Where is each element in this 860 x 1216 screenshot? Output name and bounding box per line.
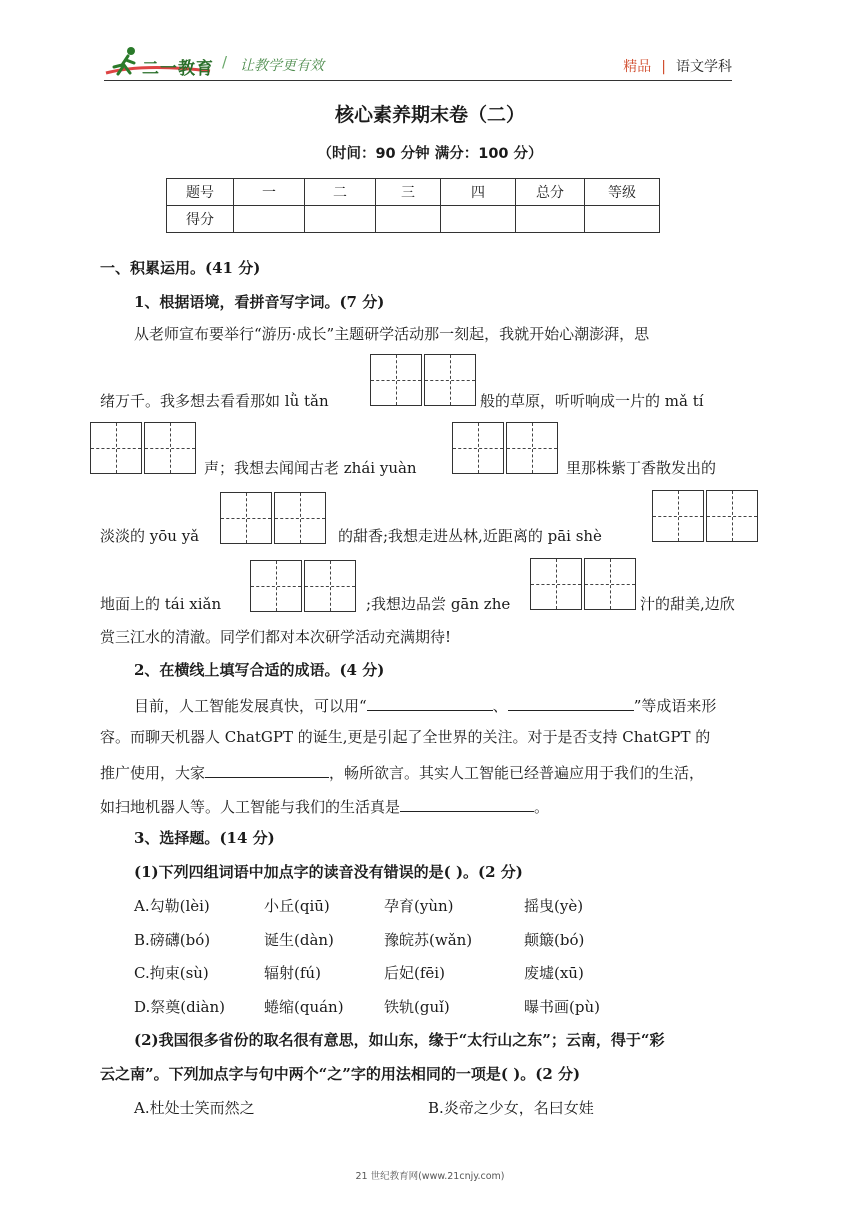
pinyin-grid-cell[interactable] bbox=[274, 492, 326, 544]
text-segment: 目前，人工智能发展真快，可以用“ bbox=[134, 697, 367, 715]
score-table bbox=[166, 178, 660, 233]
table-cell: 得分 bbox=[167, 206, 234, 233]
table-cell: 三 bbox=[376, 179, 441, 206]
passage-line: 从老师宣布要举行“游历·成长”主题研学活动那一刻起，我就开始心潮澎湃，思 bbox=[134, 325, 650, 343]
pinyin-grid-cell[interactable] bbox=[144, 422, 196, 474]
passage-line: 里那株紫丁香散发出的 bbox=[566, 459, 717, 477]
subquestion: 云之南”。下列加点字与句中两个“之”字的用法相同的一项是( )。(2 分) bbox=[100, 1065, 581, 1083]
divider-slash: / bbox=[222, 53, 228, 71]
table-row bbox=[167, 206, 660, 233]
pinyin-grid-cell[interactable] bbox=[220, 492, 272, 544]
pinyin-grid-cell[interactable] bbox=[506, 422, 558, 474]
quality-label: 精品 bbox=[623, 59, 652, 75]
passage-line: 汁的甜美,边欣 bbox=[640, 595, 735, 613]
subquestion: (1)下列四组词语中加点字的读音没有错误的是( )。(2 分) bbox=[134, 863, 523, 881]
option-word: 诞生(dàn) bbox=[264, 930, 334, 949]
pinyin-grid-cell[interactable] bbox=[424, 354, 476, 406]
table-cell[interactable] bbox=[585, 206, 660, 233]
pinyin-grid-cell[interactable] bbox=[90, 422, 142, 474]
slogan: 让教学更有效 bbox=[240, 58, 324, 74]
text-segment: ，畅所欲言。其实人工智能已经普遍应用于我们的生活， bbox=[329, 764, 705, 782]
page-header bbox=[0, 0, 860, 90]
question-title: 3、选择题。(14 分) bbox=[134, 829, 275, 847]
table-cell: 四 bbox=[441, 179, 516, 206]
table-row bbox=[167, 179, 660, 206]
question-title: 2、在横线上填写合适的成语。(4 分) bbox=[134, 661, 385, 679]
pinyin-grid-cell[interactable] bbox=[584, 558, 636, 610]
exam-meta: （时间：90 分钟 满分：100 分） bbox=[317, 146, 543, 162]
passage-line bbox=[100, 761, 860, 783]
pinyin-grid-cell[interactable] bbox=[370, 354, 422, 406]
option-word: 辐射(fú) bbox=[264, 964, 321, 982]
table-cell[interactable] bbox=[376, 206, 441, 233]
passage-line: 绪万千。我多想去看看那如 lǜ tǎn bbox=[100, 392, 329, 410]
passage-line: 声；我想去闻闻古老 zhái yuàn bbox=[204, 459, 417, 477]
divider-bar: | bbox=[661, 59, 666, 75]
pinyin-grid-cell[interactable] bbox=[530, 558, 582, 610]
option-word: 豫皖苏(wǎn) bbox=[384, 930, 473, 949]
passage-line bbox=[134, 694, 860, 716]
option-word: 后妃(fēi) bbox=[384, 964, 445, 982]
pinyin-grid-cell[interactable] bbox=[304, 560, 356, 612]
pinyin-grid-cell[interactable] bbox=[652, 490, 704, 542]
section-heading: 一、积累运用。(41 分) bbox=[100, 259, 261, 277]
pinyin-grid-cell[interactable] bbox=[250, 560, 302, 612]
table-cell: 二 bbox=[305, 179, 376, 206]
subject-label: 语文学科 bbox=[676, 59, 732, 75]
table-cell[interactable] bbox=[516, 206, 585, 233]
option-word: 孕育(yùn) bbox=[384, 897, 454, 915]
table-cell: 总分 bbox=[516, 179, 585, 206]
table-cell: 题号 bbox=[167, 179, 234, 206]
text-segment: 。 bbox=[534, 798, 550, 816]
passage-line: 容。而聊天机器人 ChatGPT 的诞生,更是引起了全世界的关注。对于是否支持 ChatGPT 的 bbox=[100, 728, 711, 746]
table-cell[interactable] bbox=[234, 206, 305, 233]
table-cell: 等级 bbox=[585, 179, 660, 206]
table-cell: 一 bbox=[234, 179, 305, 206]
passage-line: 淡淡的 yōu yǎ bbox=[100, 527, 200, 545]
header-rule bbox=[104, 80, 732, 81]
idiom-blank[interactable] bbox=[205, 761, 329, 778]
idiom-blank[interactable] bbox=[400, 795, 534, 812]
option-word: 曝书画(pù) bbox=[524, 997, 600, 1016]
option-word: 铁轨(guǐ) bbox=[384, 997, 450, 1016]
idiom-blank[interactable] bbox=[508, 694, 634, 711]
page-title: 核心素养期末卷（二） bbox=[334, 104, 525, 126]
option-word: 小丘(qiū) bbox=[264, 897, 330, 915]
option-word: 颠簸(bó) bbox=[524, 930, 585, 949]
text-segment: ”等成语来形 bbox=[633, 697, 717, 715]
option-word[interactable]: C.拘束(sù) bbox=[134, 964, 209, 982]
option-word[interactable]: D.祭奠(diàn) bbox=[134, 997, 225, 1016]
idiom-blank[interactable] bbox=[367, 694, 493, 711]
header-right bbox=[623, 56, 732, 76]
passage-line: 赏三江水的清澈。同学们都对本次研学活动充满期待! bbox=[100, 628, 452, 646]
pinyin-grid-cell[interactable] bbox=[706, 490, 758, 542]
option-word[interactable]: A.勾勒(lèi) bbox=[134, 897, 210, 915]
option-word: 废墟(xū) bbox=[524, 964, 584, 982]
passage-line: ;我想边品尝 gān zhe bbox=[366, 595, 511, 613]
text-segment: 推广使用，大家 bbox=[100, 764, 206, 782]
logo-text: 二一教育 bbox=[142, 59, 214, 79]
passage-line bbox=[100, 795, 860, 817]
text-segment: 如扫地机器人等。人工智能与我们的生活真是 bbox=[100, 798, 401, 816]
passage-line: 地面上的 tái xiǎn bbox=[100, 595, 222, 613]
question-title: 1、根据语境，看拼音写字词。(7 分) bbox=[134, 293, 385, 311]
table-cell[interactable] bbox=[441, 206, 516, 233]
subquestion: (2)我国很多省份的取名很有意思，如山东，缘于“太行山之东”；云南，得于“彩 bbox=[134, 1031, 665, 1049]
table-cell[interactable] bbox=[305, 206, 376, 233]
option-b[interactable]: B.炎帝之少女，名曰女娃 bbox=[428, 1099, 594, 1117]
passage-line: 般的草原，听听响成一片的 mǎ tí bbox=[480, 392, 704, 410]
pinyin-grid-cell[interactable] bbox=[452, 422, 504, 474]
option-word: 摇曳(yè) bbox=[524, 897, 584, 915]
option-word: 蜷缩(quán) bbox=[264, 997, 344, 1016]
text-segment: 、 bbox=[492, 697, 508, 715]
option-a[interactable]: A.杜处士笑而然之 bbox=[134, 1099, 255, 1117]
option-word[interactable]: B.磅礴(bó) bbox=[134, 930, 211, 949]
passage-line: 的甜香;我想走进丛林,近距离的 pāi shè bbox=[338, 527, 602, 545]
footer: 21 世纪教育网(www.21cnjy.com) bbox=[355, 1171, 505, 1182]
